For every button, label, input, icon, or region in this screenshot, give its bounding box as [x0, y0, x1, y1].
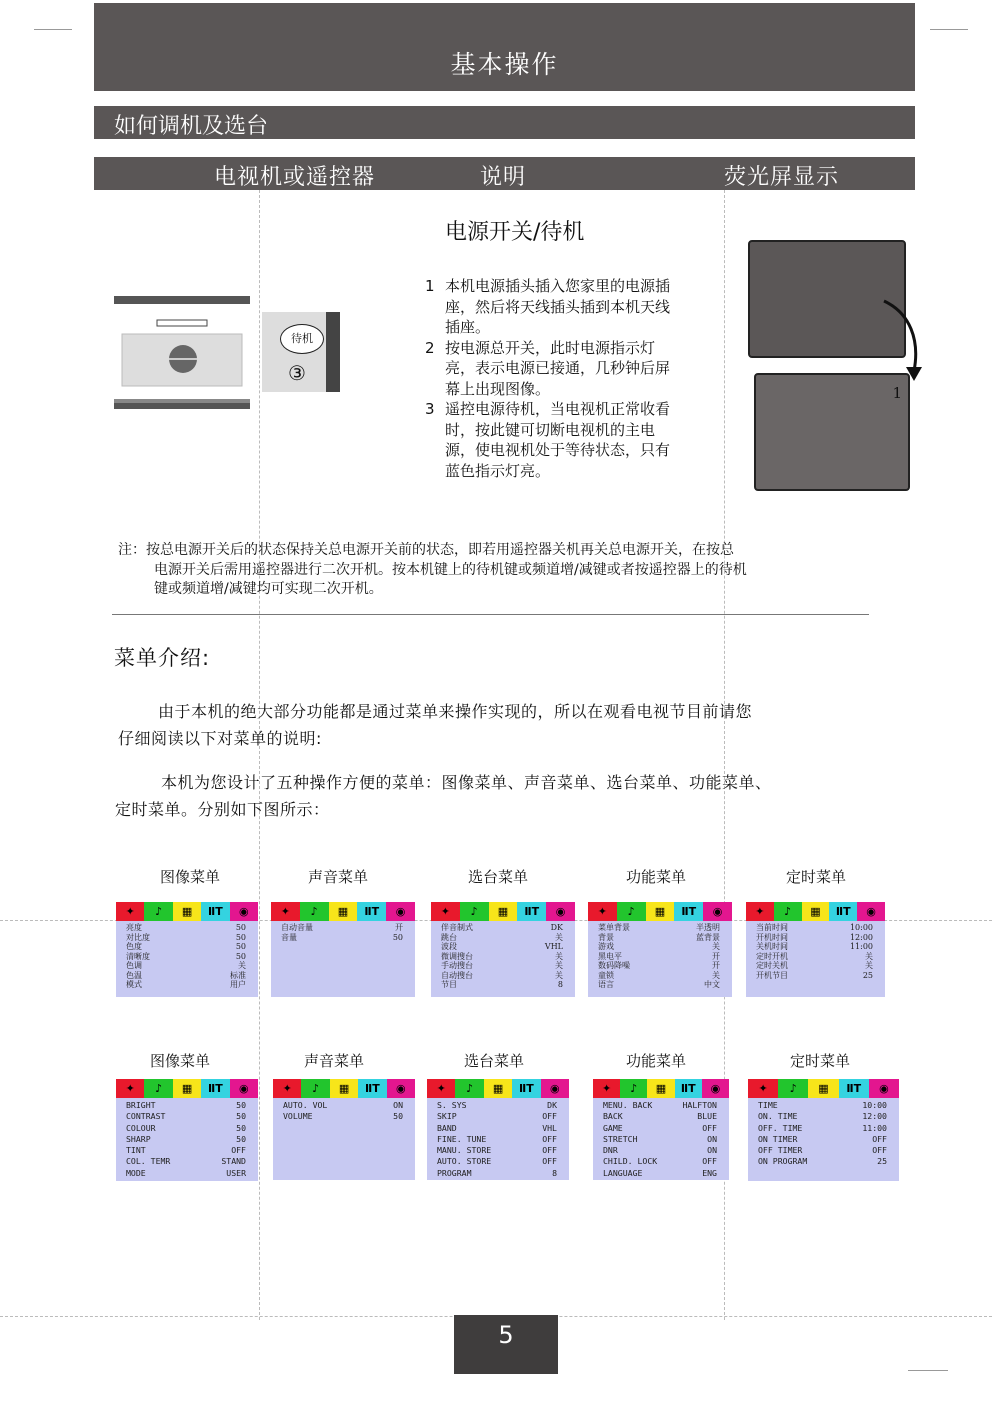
standby-button[interactable] [280, 324, 324, 354]
menu-item-label: VOLUME [283, 1111, 313, 1122]
menu-label: 功能菜单 [625, 1052, 686, 1070]
menu-item-row [758, 1111, 887, 1122]
menu-icon-bar [746, 902, 885, 921]
menu-label: 选台菜单 [463, 1052, 524, 1070]
menu-label: 定时菜单 [789, 1052, 850, 1070]
remote-control-illustration [262, 312, 340, 392]
menu-item-value: 蓝背景 [696, 932, 720, 942]
menu-item-row [598, 933, 720, 943]
picture-icon: ✦ [427, 1079, 455, 1098]
menu-item-row [437, 1168, 557, 1179]
menu-item-value: 50 [235, 932, 246, 942]
menu-item-label: 数码降噪 [598, 961, 630, 970]
sound-icon: ♪ [460, 902, 489, 921]
menu-item-value: OFF [542, 1111, 557, 1122]
menu-item-value: 50 [235, 923, 246, 932]
menu-intro-title: 菜单介绍: [114, 646, 211, 670]
picture-icon: ✦ [746, 902, 774, 921]
menu-item-label: 自动搜台 [441, 970, 473, 980]
menu-screen [593, 1079, 729, 1180]
menu-item-value: OFF [542, 1156, 557, 1167]
menu-item-row [603, 1123, 717, 1134]
menu-label: 功能菜单 [625, 868, 686, 886]
menu-items [756, 923, 873, 980]
menu-item-row [126, 971, 246, 981]
menu-item-label: 开机时间 [756, 932, 788, 942]
menu-item-value: OFF [702, 1122, 717, 1133]
column-header-bar [94, 157, 915, 190]
picture-icon: ✦ [116, 1079, 144, 1098]
section-title: 如何调机及选台 [114, 114, 269, 139]
menu-item-label: 音量 [281, 932, 297, 942]
channel-icon: ▦ [489, 902, 518, 921]
picture-icon: ✦ [593, 1079, 620, 1098]
crop-mark-top-right [930, 29, 968, 30]
step-2: 2 按电源总开关，此时电源指示灯 亮，表示电源已接通，几秒钟后屏 幕上出现图像。 [425, 338, 671, 398]
menu-item-row [126, 1156, 246, 1167]
sound-icon: ♪ [455, 1079, 483, 1098]
picture-icon: ✦ [431, 902, 460, 921]
sound-icon: ♪ [300, 902, 329, 921]
header-title: 基本操作 [450, 50, 559, 79]
menu-item-value: 50 [235, 942, 246, 951]
page-number: 5 [498, 1321, 514, 1349]
menu-label: 声音菜单 [303, 1052, 364, 1070]
menu-intro-paragraph-1: 由于本机的绝大部分功能都是通过菜单来操作实现的，所以在观看电视节目前请您 仔细阅读以下对菜单的说明: [118, 702, 753, 748]
menu-item-row [756, 961, 873, 971]
guide-line-left [259, 190, 260, 1320]
function-icon: ⅡT [512, 1079, 540, 1098]
timer-icon: ◉ [387, 1079, 415, 1098]
menu-item-value: DK [550, 923, 563, 932]
column-header-middle: 说明 [480, 165, 527, 190]
menu-item-row [437, 1100, 557, 1111]
menu-item-label: 伴音制式 [441, 923, 473, 932]
menu-screen [116, 1079, 258, 1181]
menu-item-value: 中文 [704, 980, 720, 989]
menu-item-row [603, 1168, 717, 1179]
function-icon: ⅡT [357, 902, 386, 921]
channel-icon: ▦ [484, 1079, 512, 1098]
menu-item-label: MENU. BACK [603, 1100, 653, 1110]
sound-icon: ♪ [301, 1079, 329, 1098]
function-icon: ⅡT [201, 902, 229, 921]
menu-item-value: 开 [395, 923, 403, 932]
menu-item-value: 50 [236, 1100, 246, 1110]
menu-screen [431, 902, 575, 997]
menu-item-row [437, 1123, 557, 1134]
menu-item-value: ON [393, 1100, 403, 1110]
menu-item-value: 50 [393, 1111, 403, 1122]
menu-item-label: CHILD. LOCK [603, 1156, 658, 1167]
menu-item-value: 25 [877, 1156, 887, 1167]
menu-items [758, 1100, 887, 1168]
menu-item-value: 开 [712, 961, 720, 970]
menu-item-label: COLOUR [126, 1122, 156, 1133]
menu-item-value: 关 [865, 961, 873, 970]
menu-item-label: 黑电平 [598, 951, 622, 961]
channel-icon: ▦ [808, 1079, 838, 1098]
menu-item-row [281, 923, 403, 933]
menu-items [598, 923, 720, 990]
menu-screen [427, 1079, 569, 1180]
menu-item-row [126, 1134, 246, 1145]
menu-item-row [598, 942, 720, 952]
menu-item-row [126, 1100, 246, 1111]
menu-item-value: USER [226, 1167, 246, 1178]
sound-icon: ♪ [774, 902, 802, 921]
remote-edge [326, 312, 340, 392]
menu-item-row [756, 923, 873, 933]
menu-item-value: 关 [555, 951, 563, 961]
menu-item-value: OFF [872, 1133, 887, 1144]
menu-item-label: 手动搜台 [441, 961, 473, 970]
menu-item-value: 关 [555, 970, 563, 980]
divider-line [112, 614, 869, 615]
menu-items [281, 923, 403, 942]
menu-item-value: OFF [542, 1145, 557, 1156]
menu-item-value: 50 [236, 1133, 246, 1144]
menu-item-row [758, 1156, 887, 1167]
menu-item-row [758, 1145, 887, 1156]
menu-item-label: ON TIMER [758, 1133, 798, 1144]
menu-item-row [126, 1145, 246, 1156]
menu-items [283, 1100, 403, 1123]
menu-item-row [441, 980, 563, 990]
menu-item-value: 50 [236, 1111, 246, 1122]
menu-item-value: 关 [712, 942, 720, 951]
menu-item-row [441, 942, 563, 952]
menu-item-label: 色度 [126, 942, 142, 951]
menu-icon-bar [593, 1079, 729, 1098]
menu-item-value: 开 [712, 951, 720, 961]
menu-item-label: 波段 [441, 942, 457, 951]
tv-set-illustration [114, 296, 250, 409]
menu-item-row [441, 933, 563, 943]
picture-icon: ✦ [588, 902, 617, 921]
menu-label: 图像菜单 [159, 868, 220, 886]
column-header-left: 电视机或遥控器 [214, 165, 376, 190]
menu-items [603, 1100, 717, 1179]
menu-item-row [126, 923, 246, 933]
menu-item-label: 当前时间 [756, 923, 788, 932]
menu-item-row [758, 1123, 887, 1134]
menu-item-label: OFF TIMER [758, 1145, 803, 1156]
picture-icon: ✦ [271, 902, 300, 921]
menu-item-label: 定时关机 [756, 961, 788, 970]
timer-icon: ◉ [541, 1079, 569, 1098]
menu-item-value: OFF [542, 1133, 557, 1144]
menu-item-value: OFF [872, 1145, 887, 1156]
channel-icon: ▦ [802, 902, 830, 921]
step-1: 1 本机电源插头插入您家里的电源插 座，然后将天线插头插到本机天线 插座。 [425, 277, 671, 336]
menu-item-label: 色调 [126, 961, 142, 970]
menu-item-value: 关 [712, 970, 720, 980]
menu-item-row [441, 961, 563, 971]
function-icon: ⅡT [201, 1079, 229, 1098]
menu-item-label: 对比度 [126, 932, 150, 942]
function-icon: ⅡT [358, 1079, 386, 1098]
menu-item-value: 10:00 [849, 923, 873, 932]
menu-screen [271, 902, 415, 997]
menu-item-label: TINT [126, 1145, 146, 1156]
crop-mark-top-left [34, 29, 72, 30]
power-steps [425, 276, 715, 481]
menu-item-row [598, 980, 720, 990]
screen-on-illustration [754, 373, 910, 491]
menu-item-label: STRETCH [603, 1133, 638, 1144]
menu-item-label: 微调搜台 [441, 951, 473, 961]
menu-item-label: 亮度 [126, 923, 142, 932]
picture-icon: ✦ [116, 902, 144, 921]
menu-item-label: 色温 [126, 970, 142, 980]
menu-icon-bar [748, 1079, 899, 1098]
timer-icon: ◉ [869, 1079, 899, 1098]
menu-item-label: 游戏 [598, 942, 614, 951]
picture-icon: ✦ [748, 1079, 778, 1098]
menu-item-value: 8 [552, 1167, 557, 1178]
menu-item-value: DK [547, 1100, 557, 1110]
menu-item-value: 关 [865, 951, 873, 961]
menu-item-label: ON. TIME [758, 1111, 798, 1122]
menu-item-label: FINE. TUNE [437, 1133, 487, 1144]
menu-item-label: BACK [603, 1111, 623, 1122]
function-icon: ⅡT [829, 902, 857, 921]
note-text: 注：按总电源开关后的状态保持关总电源开关前的状态，即若用遥控器关机再关总电源开关，在按总 电源开关后需用遥控器进行二次开机。按本机键上的待机键或频道增/减键或者按遥控器上的待机 键或频道增/减键均可实现二次开机。 [118, 542, 747, 597]
menu-item-label: BAND [437, 1122, 457, 1133]
menu-intro-paragraph-2: 本机为您设计了五种操作方便的菜单：图像菜单、声音菜单、选台菜单、功能菜单、 定时菜单。分别如下图所示： [115, 773, 772, 819]
menu-item-value: OFF [702, 1156, 717, 1167]
standby-button-label: 待机 [291, 332, 313, 345]
menu-item-label: 定时开机 [756, 951, 788, 961]
menu-item-row [126, 1123, 246, 1134]
menu-item-label: MODE [126, 1167, 146, 1178]
sound-icon: ♪ [144, 902, 172, 921]
section-bar [94, 106, 915, 139]
menu-item-row [437, 1134, 557, 1145]
menu-items [441, 923, 563, 990]
channel-icon: ▦ [330, 1079, 358, 1098]
menu-item-label: BRIGHT [126, 1100, 156, 1110]
menu-item-label: SHARP [126, 1133, 151, 1144]
menu-icon-bar [273, 1079, 415, 1098]
menu-item-value: ENG [702, 1167, 717, 1178]
menu-icon-bar [431, 902, 575, 921]
menu-items [437, 1100, 557, 1179]
menu-item-row [437, 1145, 557, 1156]
channel-icon: ▦ [646, 902, 675, 921]
menu-item-value: 半透明 [696, 923, 720, 932]
menu-item-row [281, 933, 403, 943]
screen-channel-number: 1 [892, 384, 902, 402]
function-icon: ⅡT [517, 902, 546, 921]
menu-item-value: VHL [542, 1122, 557, 1133]
channel-icon: ▦ [173, 1079, 201, 1098]
menu-item-label: LANGUAGE [603, 1167, 643, 1178]
menu-item-value: 25 [862, 970, 873, 980]
menu-item-value: VHL [544, 942, 563, 951]
menu-label: 图像菜单 [149, 1052, 210, 1070]
column-header-right: 荧光屏显示 [724, 165, 840, 190]
menu-item-row [603, 1111, 717, 1122]
menu-item-label: 模式 [126, 980, 142, 989]
menu-item-value: 11:00 [849, 942, 873, 951]
menu-item-row [603, 1145, 717, 1156]
power-standby-title: 电源开关/待机 [445, 220, 585, 245]
button-number-3: ③ [288, 361, 306, 385]
channel-icon: ▦ [647, 1079, 674, 1098]
menu-items [126, 1100, 246, 1179]
menu-item-value: 关 [238, 961, 246, 970]
menu-label: 声音菜单 [307, 868, 368, 886]
menu-screen [588, 902, 732, 997]
menu-item-row [756, 942, 873, 952]
timer-icon: ◉ [857, 902, 885, 921]
menu-icon-bar [271, 902, 415, 921]
menu-item-label: TIME [758, 1100, 778, 1110]
sound-icon: ♪ [144, 1079, 172, 1098]
menu-item-row [598, 952, 720, 962]
menu-item-label: COL. TEMR [126, 1156, 171, 1167]
picture-icon: ✦ [273, 1079, 301, 1098]
menu-item-label: AUTO. STORE [437, 1156, 492, 1167]
menu-label: 选台菜单 [467, 868, 528, 886]
function-icon: ⅡT [674, 902, 703, 921]
menu-screen [116, 902, 258, 997]
sound-icon: ♪ [778, 1079, 808, 1098]
menu-item-label: 自动音量 [281, 923, 313, 932]
menu-item-label: CONTRAST [126, 1111, 166, 1122]
timer-icon: ◉ [703, 902, 732, 921]
screen-transition-arrow [880, 295, 925, 385]
menu-item-label: 开机节目 [756, 970, 788, 980]
menu-item-row [603, 1134, 717, 1145]
menu-item-row [598, 971, 720, 981]
menu-item-row [126, 1168, 246, 1179]
menu-screen [273, 1079, 415, 1180]
menu-item-value: ON [707, 1145, 717, 1156]
menu-item-value: 10:00 [862, 1100, 887, 1110]
menu-item-row [756, 933, 873, 943]
menu-item-value: OFF [231, 1145, 246, 1156]
menu-item-value: 50 [236, 1122, 246, 1133]
timer-icon: ◉ [230, 1079, 258, 1098]
menu-item-value: 50 [235, 951, 246, 961]
menu-item-label: ON PROGRAM [758, 1156, 808, 1167]
step-3: 3 遥控电源待机，当电视机正常收看 时，按此键可切断电视机的主电 源，使电视机处于等待状态，只有 蓝色指示灯亮。 [425, 400, 671, 480]
menu-item-value: 12:00 [862, 1111, 887, 1122]
menu-item-label: OFF. TIME [758, 1122, 803, 1133]
menu-item-row [126, 933, 246, 943]
menu-item-value: STAND [221, 1156, 246, 1167]
menu-item-row [758, 1100, 887, 1111]
timer-icon: ◉ [386, 902, 415, 921]
menu-item-label: 背景 [598, 932, 614, 942]
menu-item-value: 12:00 [849, 932, 873, 942]
timer-icon: ◉ [230, 902, 258, 921]
menu-item-row [283, 1100, 403, 1111]
menu-item-row [441, 923, 563, 933]
menu-item-row [126, 980, 246, 990]
menu-item-row [603, 1100, 717, 1111]
sound-icon: ♪ [620, 1079, 647, 1098]
header-bar [94, 3, 915, 91]
menu-icon-bar [116, 1079, 258, 1098]
timer-icon: ◉ [546, 902, 575, 921]
menu-item-value: 8 [557, 980, 563, 989]
sound-icon: ♪ [617, 902, 646, 921]
menu-item-value: 关 [555, 932, 563, 942]
menu-item-row [283, 1111, 403, 1122]
menu-item-value: 11:00 [862, 1122, 887, 1133]
menu-item-label: 菜单背景 [598, 923, 630, 932]
menu-item-label: PROGRAM [437, 1167, 472, 1178]
menu-item-row [603, 1156, 717, 1167]
menu-item-label: 跳台 [441, 932, 457, 942]
menu-icon-bar [588, 902, 732, 921]
menu-item-value: 用户 [230, 980, 246, 989]
menu-item-row [756, 971, 873, 981]
menu-item-label: MANU. STORE [437, 1145, 492, 1156]
menu-item-row [598, 961, 720, 971]
menu-item-label: GAME [603, 1122, 623, 1133]
menu-item-row [126, 942, 246, 952]
menu-item-row [126, 952, 246, 962]
menu-item-value: ON [707, 1133, 717, 1144]
menu-item-label: 童锁 [598, 970, 614, 980]
menu-item-row [126, 961, 246, 971]
function-icon: ⅡT [839, 1079, 869, 1098]
menu-item-row [437, 1156, 557, 1167]
menu-item-label: AUTO. VOL [283, 1100, 328, 1110]
menu-item-label: 清晰度 [126, 951, 150, 961]
function-icon: ⅡT [675, 1079, 702, 1098]
menu-item-value: 关 [555, 961, 563, 970]
menu-item-label: S. SYS [437, 1100, 467, 1110]
crop-mark-bottom-right [908, 1370, 948, 1371]
timer-icon: ◉ [702, 1079, 729, 1098]
menu-item-value: 50 [392, 932, 403, 942]
menu-item-row [441, 952, 563, 962]
menu-item-label: SKIP [437, 1111, 457, 1122]
menu-label: 定时菜单 [785, 868, 846, 886]
menu-item-row [126, 1111, 246, 1122]
menu-items [126, 923, 246, 990]
menu-item-label: 节目 [441, 980, 457, 989]
menu-item-label: 语言 [598, 980, 614, 989]
menu-screen [748, 1079, 899, 1181]
channel-icon: ▦ [329, 902, 358, 921]
menu-item-label: 关机时间 [756, 942, 788, 951]
menu-icon-bar [116, 902, 258, 921]
menu-item-value: BLUE [697, 1111, 717, 1122]
menu-item-row [756, 952, 873, 962]
menu-item-row [441, 971, 563, 981]
menu-item-label: DNR [603, 1145, 618, 1156]
menu-item-row [437, 1111, 557, 1122]
menu-item-row [758, 1134, 887, 1145]
page-number-box [454, 1315, 558, 1374]
menu-item-row [598, 923, 720, 933]
channel-icon: ▦ [173, 902, 201, 921]
menu-screen [746, 902, 885, 997]
menu-icon-bar [427, 1079, 569, 1098]
menu-item-value: 标准 [230, 970, 246, 980]
menu-item-value: HALFTON [682, 1100, 717, 1110]
